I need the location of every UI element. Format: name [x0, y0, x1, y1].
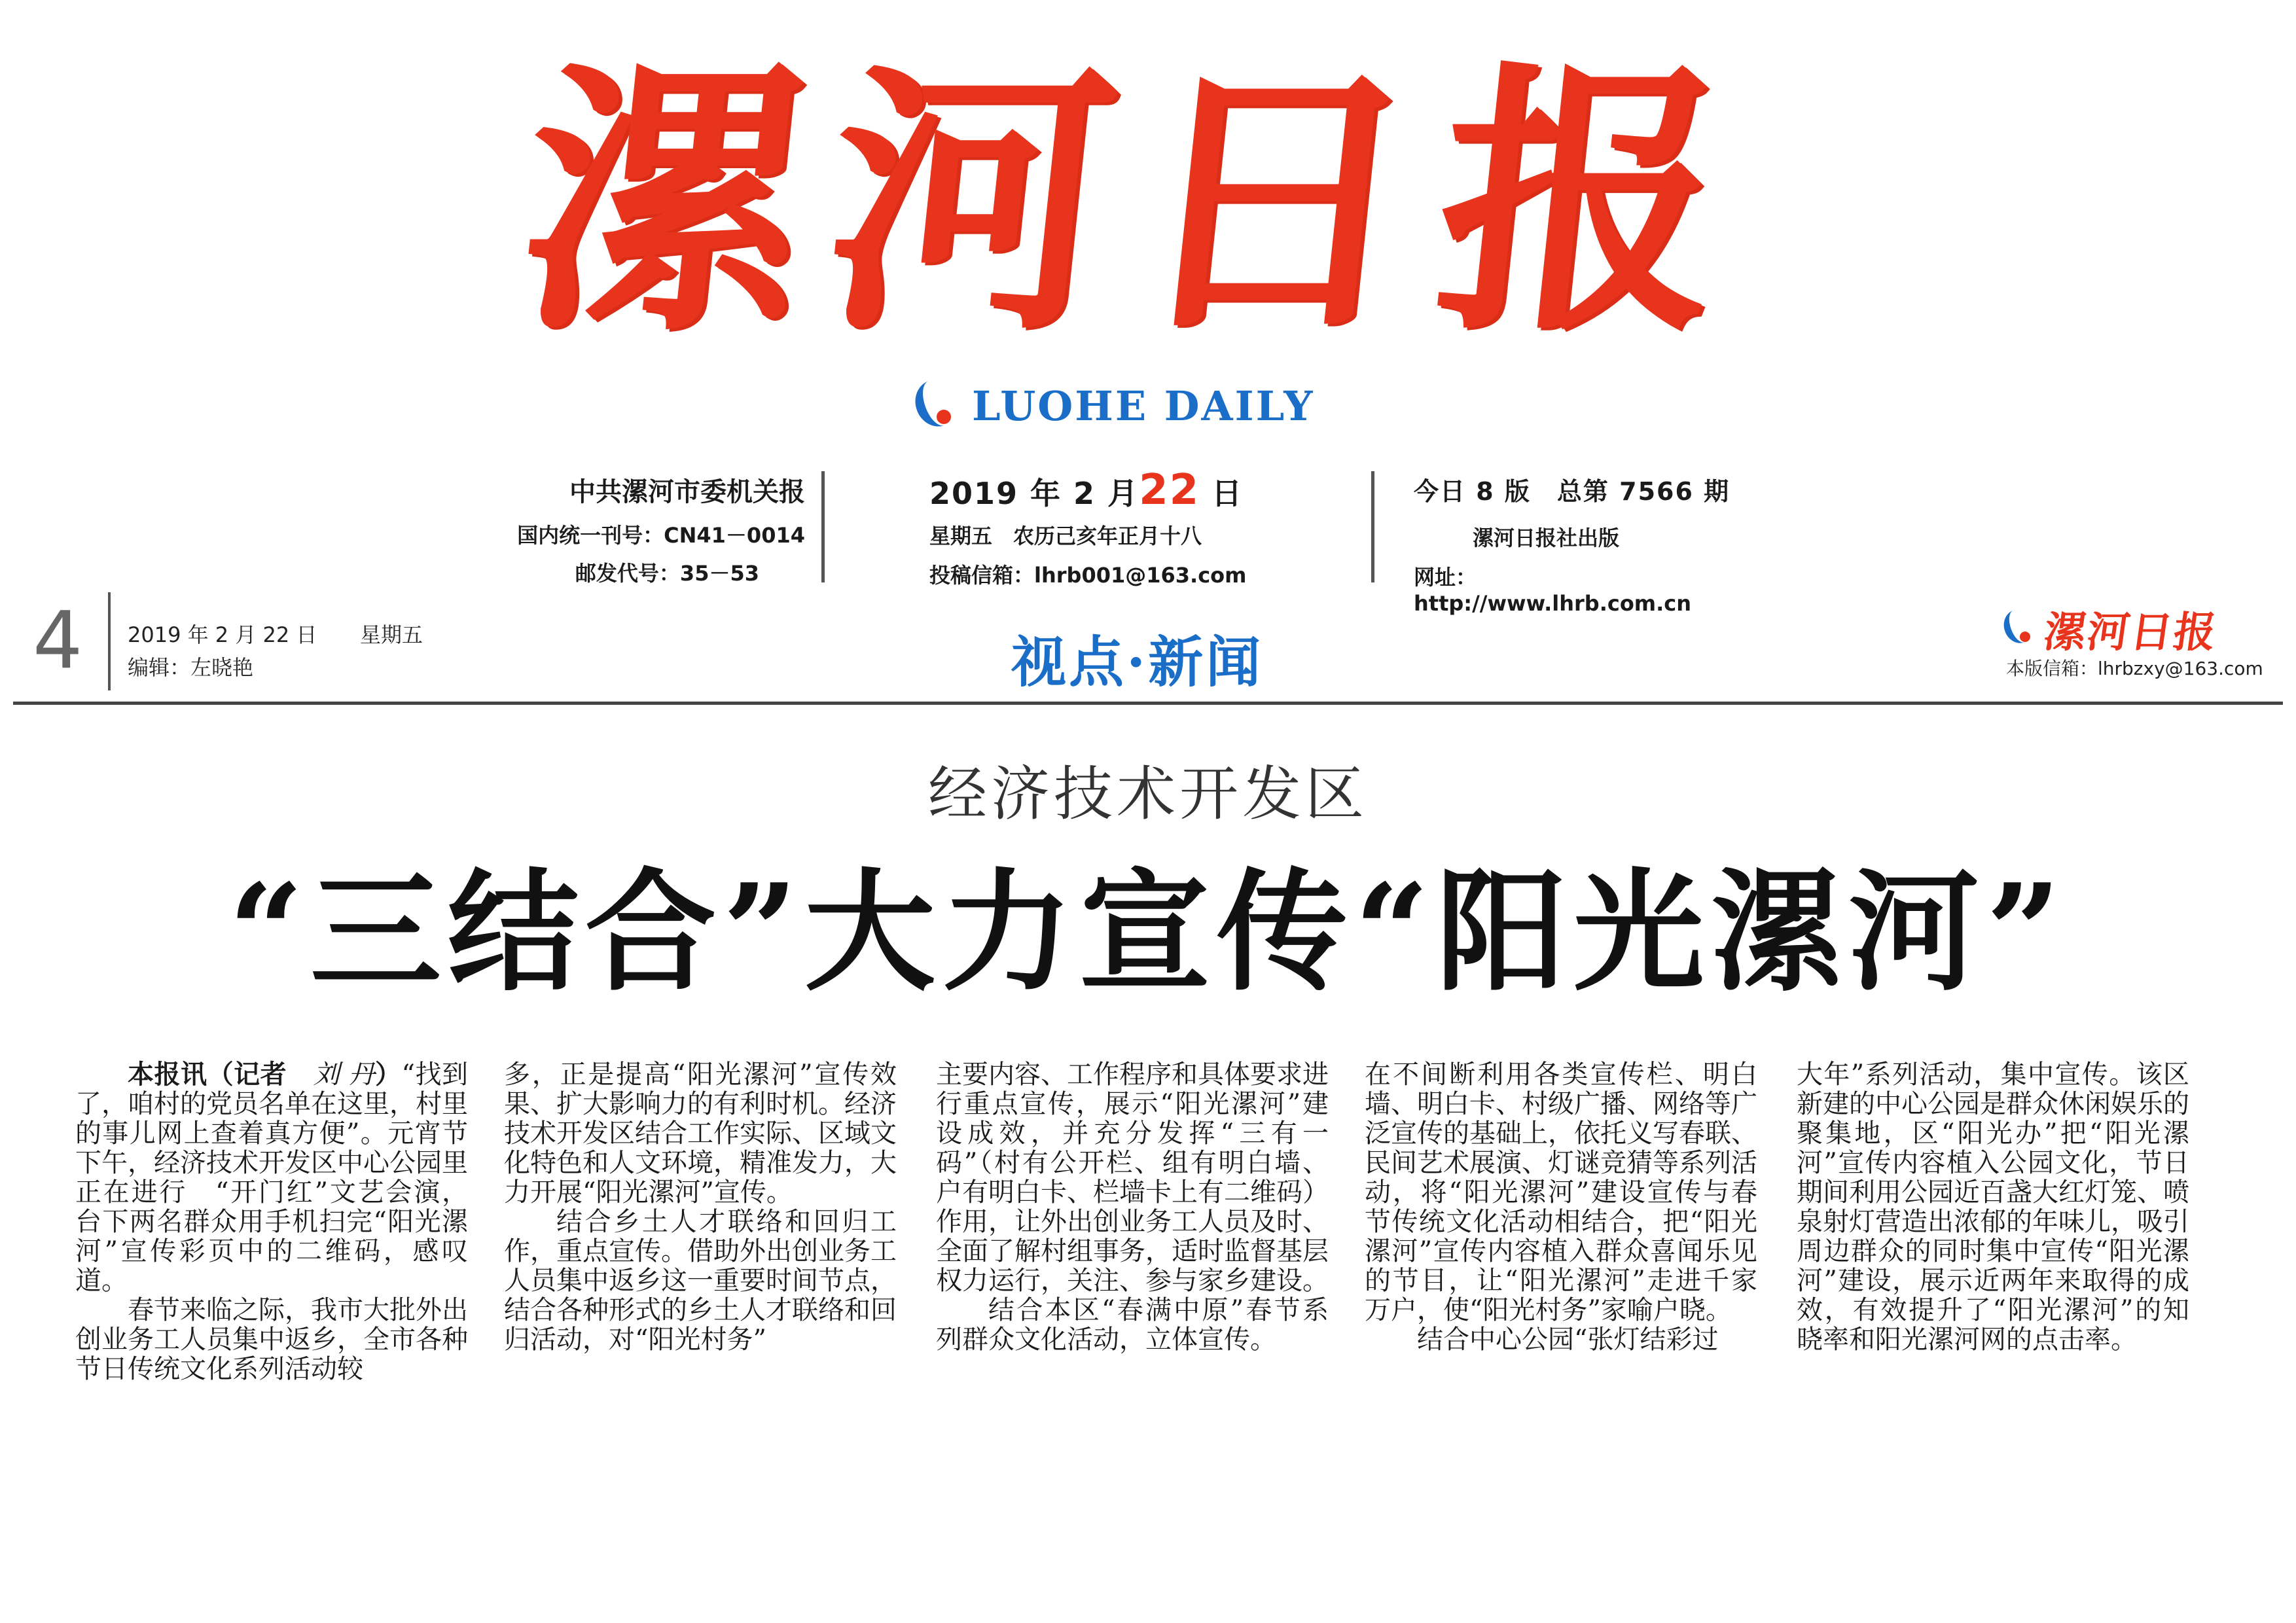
publication-info-left	[497, 471, 805, 595]
article-byline-close: ）	[374, 1060, 402, 1090]
article-column-1	[75, 1060, 468, 1384]
edition-count: 今日 8 版 总第 7566 期	[1414, 477, 1731, 506]
page-date: 2019 年 2 月 22 日	[128, 622, 317, 647]
article-paragraph-text: “找到了，咱村的党员名单在这里，村里的事儿网上查着真方便”。元宵节下午，经济技术开发区中心公园里正在进行 “开门红”文艺会演，台下两名群众用手机扫完“阳光漯河”宣传彩页中的二维码，感叹道。	[75, 1060, 469, 1296]
luohe-mini-logo-icon	[2003, 609, 2038, 649]
article-paragraph: 多，正是提高“阳光漯河”宣传效果、扩大影响力的有利时机。经济技术开发区结合工作实际、区域文化特色和人文环境，精准发力，大力开展“阳光漯河”宣传。	[504, 1060, 897, 1207]
article-column-3	[936, 1060, 1329, 1355]
brand-row	[913, 376, 1314, 435]
article-headline: “三结合”大力宣传“阳光漯河”	[228, 855, 2068, 1009]
article-paragraph: 结合乡土人才联络和回归工作，重点宣传。借助外出创业务工人员集中返乡这一重要时间节点，结合各种形式的乡土人才联络和回归活动，对“阳光村务”	[504, 1207, 897, 1355]
luohe-logo-icon	[913, 380, 959, 432]
info-divider	[1371, 471, 1374, 582]
article-paragraph: 大年”系列活动，集中宣传。该区新建的中心公园是群众休闲娱乐的聚集地，区“阳光办”把“阳光漯河”宣传内容植入公园文化，节日期间利用公园近百盏大红灯笼、喷泉射灯营造出浓郁的年味儿，吸引周边群众的同时集中宣传“阳光漯河”建设，展示近两年来取得的成效，有效提升了“阳光漯河”的知晓率和阳光漯河网的点击率。	[1797, 1060, 2189, 1355]
mini-brand	[2003, 599, 2221, 659]
publisher-org: 中共漯河市委机关报	[569, 477, 805, 507]
page-header-divider	[108, 592, 111, 690]
page-weekday: 星期五	[360, 622, 423, 647]
page-number: 4	[33, 596, 83, 687]
postal-code: 邮发代号：35－53	[575, 561, 759, 586]
issn-number: 国内统一刊号：CN41－0014	[517, 523, 805, 548]
article-column-5	[1797, 1060, 2189, 1355]
article-column-2	[504, 1060, 897, 1355]
masthead-char-3: 日	[1117, 37, 1433, 368]
publication-info-center	[929, 466, 1322, 598]
mini-brand-text: 漯河日报	[2040, 608, 2221, 657]
issue-date-prefix: 2019 年 2 月	[929, 476, 1139, 511]
section-title: 视点·新闻	[1011, 630, 1264, 694]
article-paragraph: 在不间断利用各类宣传栏、明白墙、明白卡、村级广播、网络等广泛宣传的基础上，依托义写春联、民间艺术展演、灯谜竞猜等系列活动，将“阳光漯河”建设宣传与春节传统文化活动相结合，把“阳光漯河”宣传内容植入群众喜闻乐见的节目，让“阳光漯河”走进千家万户，使“阳光村务”家喻户晓。	[1365, 1060, 1757, 1325]
publication-info-right	[1414, 471, 1754, 625]
article-kicker: 经济技术开发区	[928, 760, 1368, 829]
article-paragraph	[75, 1060, 468, 1296]
article-byline: 本报讯（记者	[128, 1060, 287, 1090]
header-rule	[13, 702, 2283, 705]
publisher-name: 漯河日报社出版	[1473, 526, 1620, 550]
article-paragraph: 春节来临之际，我市大批外出创业务工人员集中返乡，全市各种节日传统文化系列活动较	[75, 1295, 468, 1384]
masthead-char-1: 漯	[506, 37, 823, 368]
issue-date	[929, 466, 1322, 514]
website-url: 网址：http://www.lhrb.com.cn	[1414, 565, 1692, 616]
article-paragraph: 结合本区“春满中原”春节系列群众文化活动，立体宣传。	[936, 1295, 1329, 1355]
article-paragraph: 结合中心公园“张灯结彩过	[1417, 1325, 1719, 1355]
article-paragraph: 主要内容、工作程序和具体要求进行重点宣传，展示“阳光漯河”建设成效，并充分发挥“三有一码”（村有公开栏、组有明白墙、户有明白卡、栏墙卡上有二维码）作用，让外出创业务工人员及时、全面了解村组事务，适时监督基层权力运行，关注、参与家乡建设。	[936, 1060, 1329, 1296]
masthead-char-4: 报	[1422, 37, 1739, 368]
brand-english-name: LUOHE DAILY	[972, 382, 1315, 430]
info-divider	[821, 471, 825, 582]
masthead-title	[506, 20, 1739, 386]
issue-date-suffix: 日	[1200, 476, 1244, 511]
submission-email: 投稿信箱：lhrb001@163.com	[929, 563, 1247, 588]
article-reporter: 刘 丹	[313, 1060, 375, 1090]
weekday-lunar-date: 星期五 农历己亥年正月十八	[929, 524, 1202, 548]
page-email: 本版信箱：lhrbzxy@163.com	[2006, 658, 2263, 679]
masthead-char-2: 河	[812, 37, 1128, 368]
page-editor: 编辑：左晓艳	[128, 655, 254, 680]
article-column-4	[1365, 1060, 1757, 1355]
issue-date-day: 22	[1139, 466, 1200, 514]
